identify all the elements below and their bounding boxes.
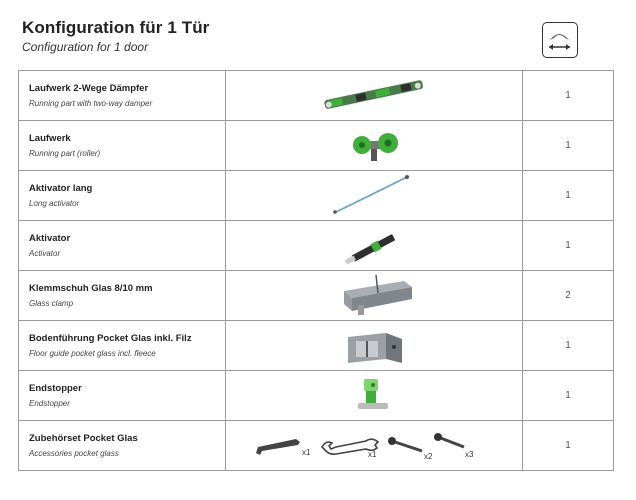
table-row bbox=[19, 421, 614, 471]
screw-icon bbox=[388, 437, 422, 451]
part-name-en: Long activator bbox=[29, 198, 80, 208]
part-name: Laufwerk 2-Wege Dämpfer bbox=[29, 82, 149, 94]
part-name-en: Activator bbox=[29, 248, 61, 258]
part-name: Klemmschuh Glas 8/10 mm bbox=[29, 282, 153, 294]
quantity: 1 bbox=[523, 171, 614, 221]
part-name: Bodenführung Pocket Glas inkl. Filz bbox=[29, 332, 192, 344]
table-row bbox=[19, 371, 614, 421]
endstopper-image bbox=[226, 371, 522, 420]
long-activator-image bbox=[226, 171, 522, 220]
table-row bbox=[19, 121, 614, 171]
table-row bbox=[19, 221, 614, 271]
table-row bbox=[19, 71, 614, 121]
quantity: 1 bbox=[523, 71, 614, 121]
count-label: x3 bbox=[465, 450, 474, 459]
count-label: x1 bbox=[368, 450, 377, 459]
count-label: x1 bbox=[302, 448, 311, 457]
quantity: 1 bbox=[523, 421, 614, 471]
page-subtitle: Configuration for 1 door bbox=[22, 40, 149, 54]
page-title: Konfiguration für 1 Tür bbox=[22, 18, 210, 37]
part-name-en: Running part (roller) bbox=[29, 148, 101, 158]
part-name: Aktivator bbox=[29, 232, 71, 244]
glass-clamp-image bbox=[226, 271, 522, 320]
running-part-damper-image bbox=[226, 71, 522, 120]
table-row bbox=[19, 321, 614, 371]
part-name-en: Endstopper bbox=[29, 398, 70, 408]
roller-image bbox=[226, 121, 522, 170]
part-name-en: Glass clamp bbox=[29, 298, 74, 308]
part-name-en: Floor guide pocket glass incl. fleece bbox=[29, 348, 156, 358]
part-name: Aktivator lang bbox=[29, 182, 93, 194]
part-name: Endstopper bbox=[29, 382, 82, 394]
table-row bbox=[19, 271, 614, 321]
hex-key-icon bbox=[256, 439, 300, 455]
parts-table bbox=[18, 70, 614, 471]
quantity: 1 bbox=[523, 321, 614, 371]
table-row bbox=[19, 171, 614, 221]
quantity: 1 bbox=[523, 221, 614, 271]
activator-image bbox=[226, 221, 522, 270]
part-name-en: Running part with two-way damper bbox=[29, 98, 153, 108]
sliding-door-icon bbox=[542, 22, 578, 58]
bolt-icon bbox=[434, 433, 464, 447]
quantity: 1 bbox=[523, 371, 614, 421]
part-name-en: Accessories pocket glass bbox=[29, 448, 119, 458]
count-label: x2 bbox=[424, 452, 433, 461]
quantity: 1 bbox=[523, 121, 614, 171]
accessories-image bbox=[226, 421, 522, 470]
quantity: 2 bbox=[523, 271, 614, 321]
part-name: Zubehörset Pocket Glas bbox=[29, 432, 138, 444]
floor-guide-image bbox=[226, 321, 522, 370]
part-name: Laufwerk bbox=[29, 132, 71, 144]
